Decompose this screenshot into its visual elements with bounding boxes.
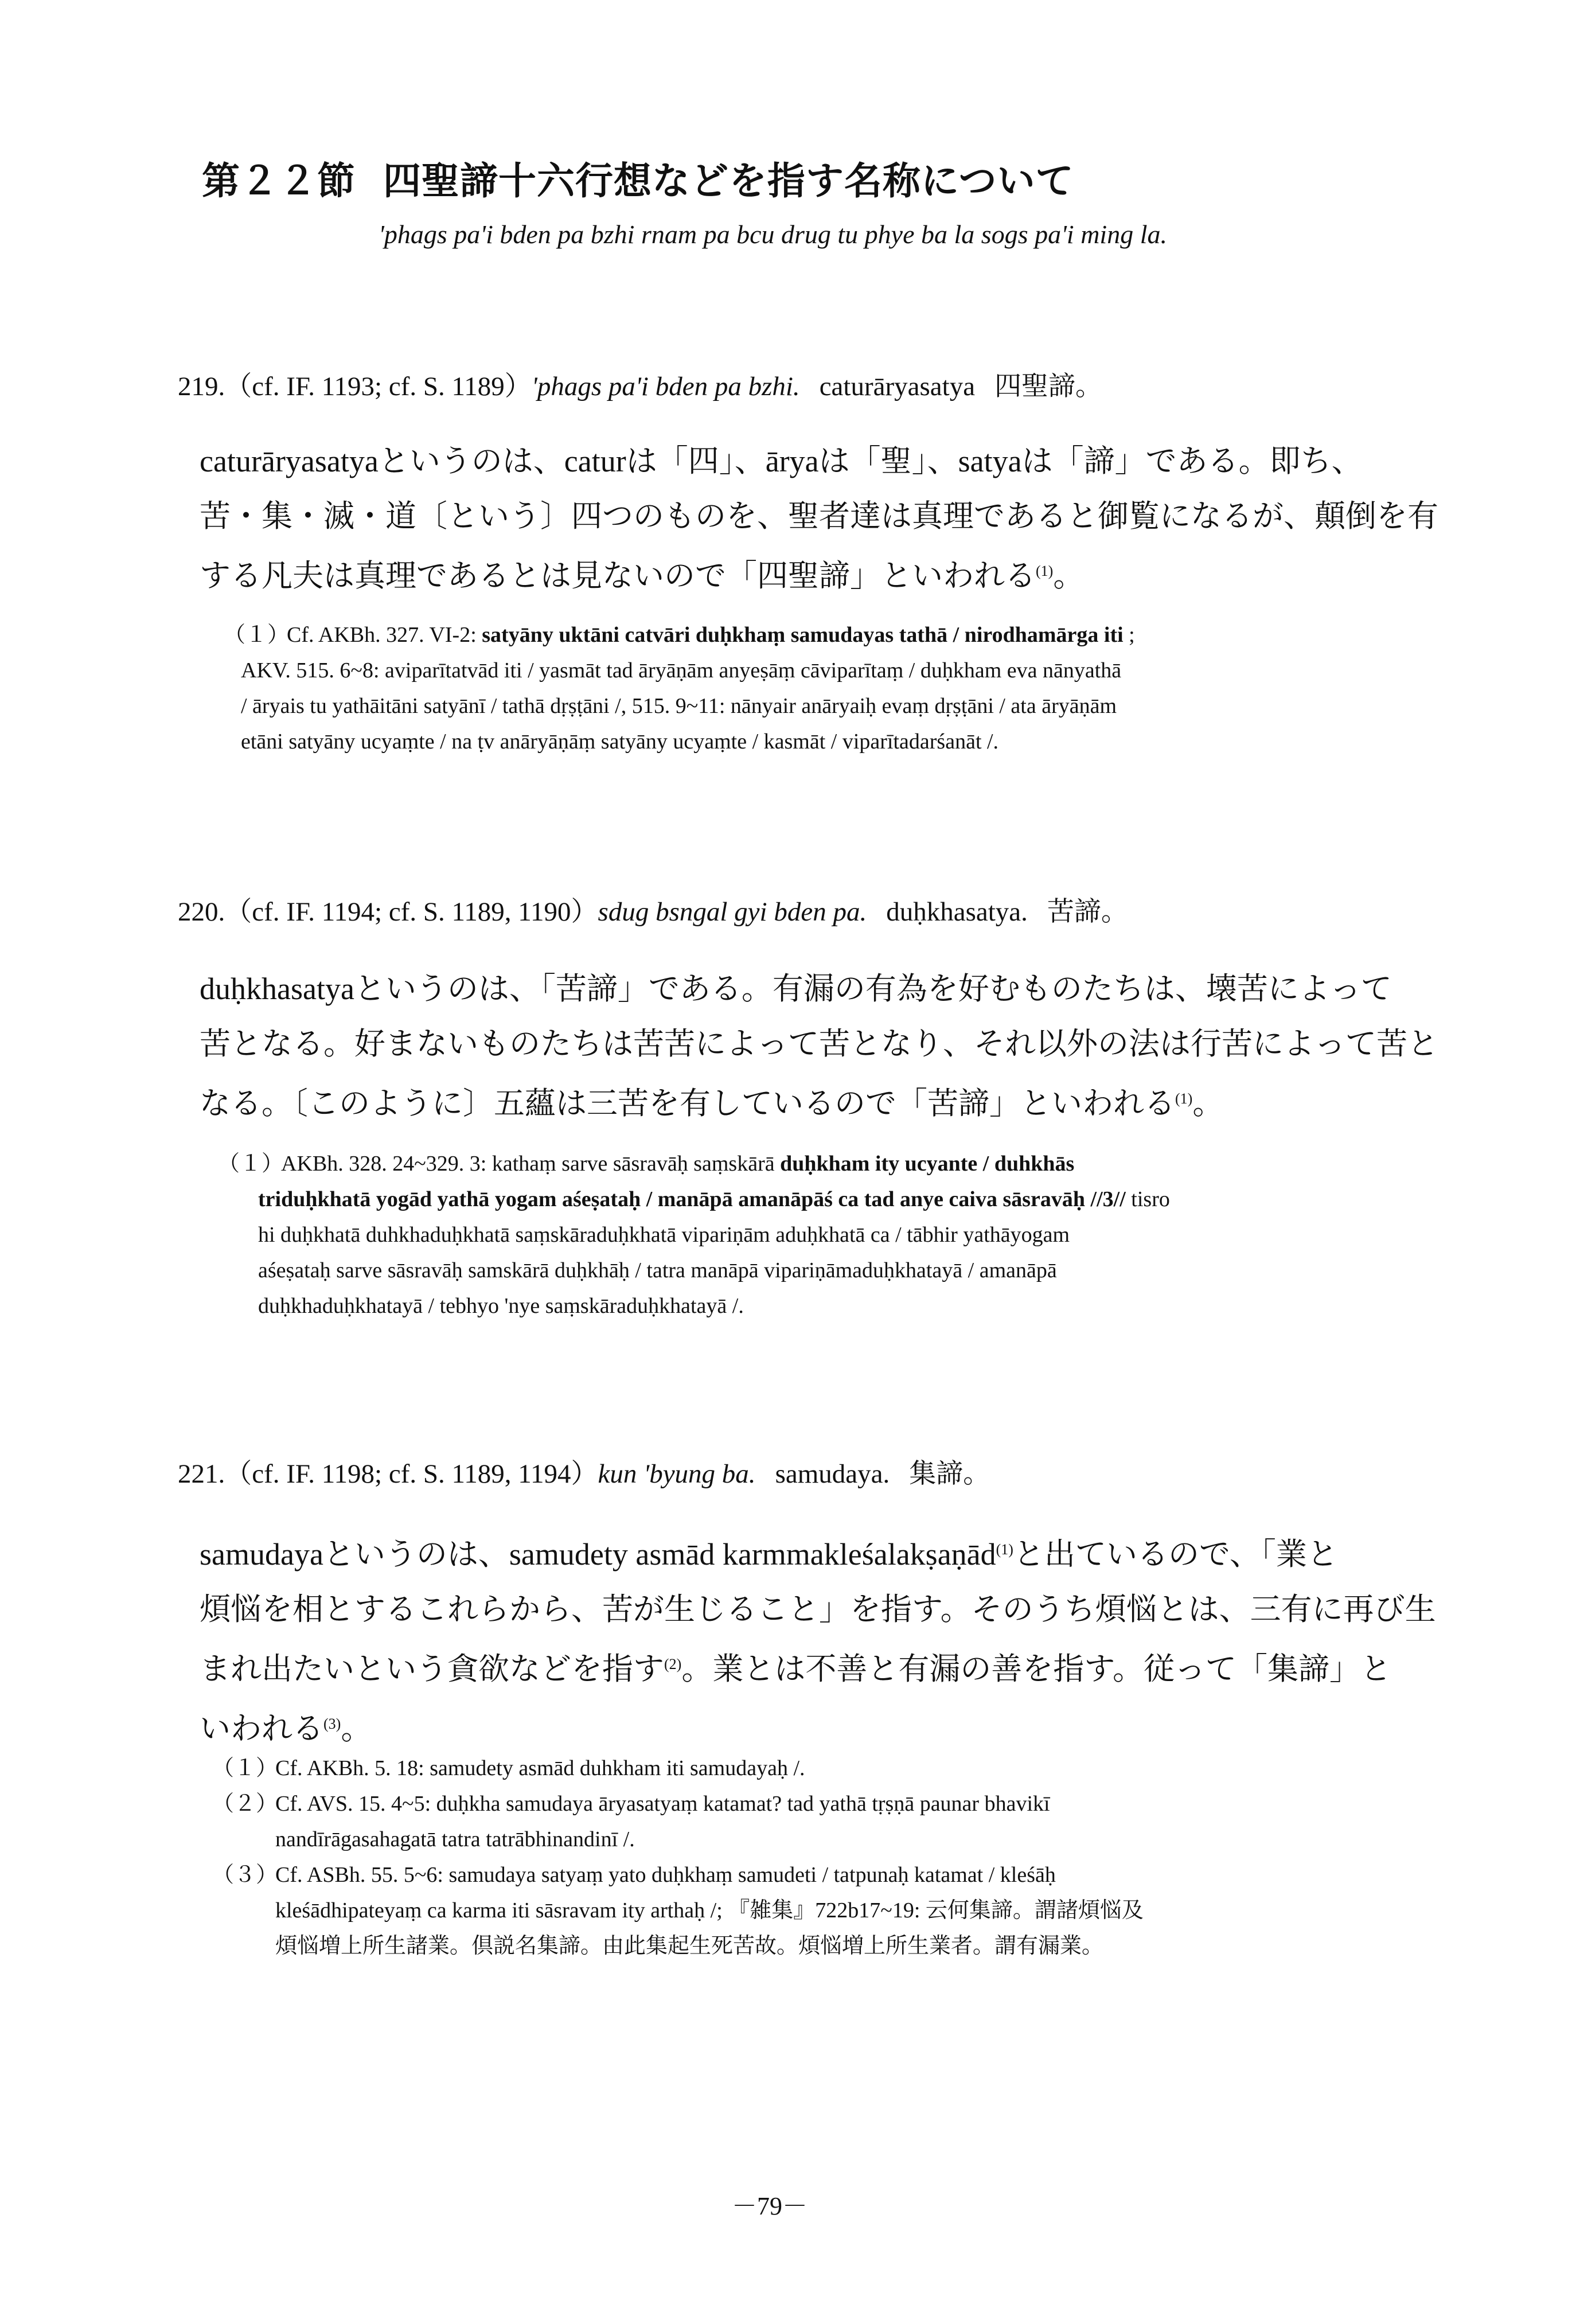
footnote-220-1: （１）AKBh. 328. 24~329. 3: kathaṃ sarve sāsravāḥ saṃskārā duḥkham ity ucyante / duhkhās triduḥkhatā yogād yathā yogam aśeṣataḥ / manāpā amanāpāś ca tad anye caiva sāsravāḥ //3// tisro hi duḥkhatā duhkhaduḥkhatā saṃskāraduḥkhatā vipariṇām aduḥkhatā ca / tābhir yathāyogam aśeṣataḥ sarve sāsravāḥ samskārā duḥkhāḥ / tatra manāpā vipariṇāmaduḥkhatayā / amanāpā duḥkhaduḥkhatayā / tebhyo 'nye saṃskāraduḥkhatayā /.	[218, 1146, 1170, 1324]
entry-heading-220	[178, 890, 1128, 929]
footnote-label: （３）	[212, 1863, 278, 1887]
footnote-mark: (2)	[664, 1656, 682, 1672]
section-number: 第２２節	[202, 161, 356, 202]
entry-tibetan: sdug bsngal gyi bden pa.	[598, 897, 867, 927]
section-tibetan-title: 'phags pa'i bden pa bzhi rnam pa bcu drug tu phye ba la sogs pa'i ming la.	[379, 220, 1167, 249]
entry-number: 219.	[178, 372, 225, 401]
body-line: duḥkhasatyaというのは、「苦諦」である。有漏の有為を好むものたちは、壊苦によって	[200, 972, 1392, 1006]
footnote-mark: (3)	[323, 1715, 341, 1732]
body-line: する凡夫は真理であるとは見ないので「四聖諦」といわれる$^{(1)}$。	[200, 559, 1085, 593]
body-line: まれ出たいという貪欲などを指す$^{(2)}$。業とは不善と有漏の善を指す。従って「集諦」と	[200, 1652, 1392, 1686]
entry-heading-221	[178, 1452, 990, 1491]
entry-japanese: 苦諦。	[1047, 897, 1128, 927]
section-heading	[202, 150, 1074, 205]
entry-number: 220.	[178, 897, 225, 927]
body-line: 苦となる。好まないものたちは苦苦によって苦となり、それ以外の法は行苦によって苦と	[200, 1027, 1438, 1061]
footnote-label: （２）	[212, 1792, 278, 1816]
entry-body-221	[200, 1522, 1436, 1756]
entry-sanskrit: caturāryasatya	[819, 372, 976, 401]
section-title: 四聖諦十六行想などを指す名称について	[383, 161, 1074, 202]
footnote-label: （１）	[224, 623, 290, 647]
entry-sanskrit: duḥkhasatya.	[886, 897, 1028, 927]
entry-tibetan: 'phags pa'i bden pa bzhi.	[531, 372, 800, 401]
entry-reference: （cf. IF. 1194; cf. S. 1189, 1190）	[225, 897, 598, 927]
entry-japanese: 四聖諦。	[994, 372, 1103, 401]
footnote-label: （１）	[212, 1756, 278, 1780]
body-line: いわれる$^{(3)}$。	[200, 1711, 372, 1746]
footnote-mark: (1)	[1175, 1090, 1193, 1107]
footnote-mark: (1)	[996, 1541, 1013, 1558]
entry-body-220	[200, 961, 1438, 1131]
entry-tibetan: kun 'byung ba.	[598, 1459, 756, 1489]
entry-sanskrit: samudaya.	[775, 1459, 890, 1489]
footnote-221-3: （３）Cf. ASBh. 55. 5~6: samudaya satyaṃ yato duḥkhaṃ samudeti / tatpunaḥ katamat / kleśāḥ	[212, 1857, 1144, 1893]
body-line: samudayaというのは、samudety asmād karmmakleśalakṣaṇād$^{(1)}$と出ているので、「業と	[200, 1537, 1338, 1572]
footnote-221-1: （１）Cf. AKBh. 5. 18: samudety asmād duhkham iti samudayaḥ /.	[212, 1750, 1144, 1786]
footnote-mark: (1)	[1036, 563, 1054, 579]
entry-reference: （cf. IF. 1198; cf. S. 1189, 1194）	[225, 1459, 598, 1489]
entry-reference: （cf. IF. 1193; cf. S. 1189）	[225, 372, 532, 401]
footnote-221-2: （２）Cf. AVS. 15. 4~5: duḥkha samudaya āryasatyaṃ katamat? tad yathā tṛṣṇā paunar bhavikī	[212, 1786, 1144, 1822]
footnote-219-1: （１）Cf. AKBh. 327. VI-2: satyāny uktāni catvāri duḥkhaṃ samudayas tathā / nirodhamārga iti ; AKV. 515. 6~8: aviparītatvād iti / yasmāt tad āryāṇām anyeṣāṃ cāviparītaṃ / duḥkham eva nānyathā / āryais tu yathāitāni satyānī / tathā dṛṣṭāni /, 515. 9~11: nānyair anāryaiḥ evaṃ dṛṣṭāni / ata āryāṇām etāni satyāny ucyaṃte / na ṭv anāryāṇāṃ satyāny ucyaṃte / kasmāt / viparītadarśanāt /.	[224, 617, 1135, 759]
entry-heading-219	[178, 365, 1102, 403]
body-line: 苦・集・滅・道〔という〕四つのものを、聖者達は真理であると御覧になるが、顛倒を有	[200, 499, 1438, 533]
page-number: －79－	[732, 2192, 807, 2220]
footnote-label: （１）	[218, 1152, 284, 1176]
body-line: 煩悩を相とするこれらから、苦が生じること」を指す。そのうち煩悩とは、三有に再び生	[200, 1592, 1436, 1627]
entry-body-219	[200, 434, 1438, 603]
footnotes-221: （１）Cf. AKBh. 5. 18: samudety asmād duhkham iti samudayaḥ /. （２）Cf. AVS. 15. 4~5: duḥkha samudaya āryasatyaṃ katamat? tad yathā tṛṣṇā paunar bhavikī nandīrāgasahagatā tatra tatrābhinandinī /. （３）Cf. ASBh. 55. 5~6: samudaya satyaṃ yato duḥkhaṃ samudeti / tatpunaḥ katamat / kleśāḥ kleśādhipateyaṃ ca karma iti sāsravam ity arthaḥ /; 『雑集』722b17~19: 云何集諦。謂諸煩悩及 煩悩増上所生諸業。倶説名集諦。由此集起生死苦故。煩悩増上所生業者。謂有漏業。	[212, 1750, 1144, 1964]
entry-japanese: 集諦。	[909, 1459, 990, 1489]
body-line: なる。〔このように〕五蘊は三苦を有しているので「苦諦」といわれる$^{(1)}$。	[200, 1086, 1224, 1121]
body-line: caturāryasatyaというのは、caturは「四」、āryaは「聖」、satyaは「諦」である。即ち、	[200, 444, 1363, 478]
entry-number: 221.	[178, 1459, 225, 1489]
